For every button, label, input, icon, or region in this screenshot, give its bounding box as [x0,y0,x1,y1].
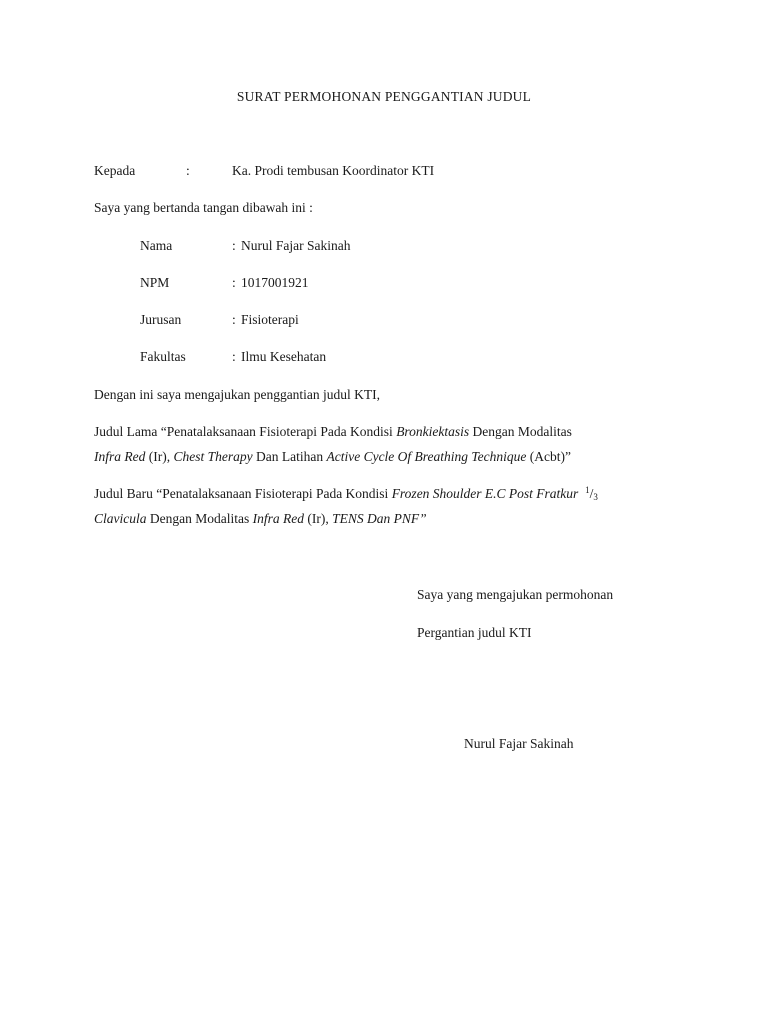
judul-baru-modality: TENS Dan PNF” [332,511,427,526]
field-label: Nama [140,238,173,253]
page-title: SURAT PERMOHONAN PENGGANTIAN JUDUL [236,89,532,104]
fraction-numerator: 1 [585,485,590,495]
closing-line-1: Saya yang mengajukan permohonan [417,587,614,602]
intro-text: Saya yang bertanda tangan dibawah ini : [94,200,313,215]
field-separator: : [232,238,236,253]
field-value: 1017001921 [241,275,309,290]
field-label: NPM [140,275,170,290]
field-row-nama [140,239,540,255]
kepada-row [94,164,694,180]
judul-lama-modality: Infra Red [94,449,146,464]
field-value: Fisioterapi [241,312,299,327]
judul-lama-condition: Bronkiektasis [396,424,470,439]
judul-lama-text: (Acbt)” [526,449,572,464]
field-separator: : [232,312,236,327]
judul-baru-condition: Frozen Shoulder E.C Post Fratkur [391,486,579,501]
judul-lama-text: Dan Latihan [252,449,327,464]
kepada-value: Ka. Prodi tembusan Koordinator KTI [232,163,435,178]
field-label: Jurusan [140,312,182,327]
kepada-label: Kepada [94,163,136,178]
judul-lama-modality: Active Cycle Of Breathing Technique [326,449,527,464]
field-row-npm [140,276,540,292]
signature-name: Nurul Fajar Sakinah [464,736,574,751]
statement-text: Dengan ini saya mengajukan penggantian judul KTI, [94,387,381,402]
judul-lama-text: Dengan Modalitas [469,424,572,439]
field-value: Nurul Fajar Sakinah [241,238,351,253]
judul-lama-text: (Ir), [145,449,174,464]
judul-baru-text: Dengan Modalitas [146,511,253,526]
judul-baru-condition: Clavicula [94,511,147,526]
fraction-denominator: 3 [593,492,598,502]
field-row-jurusan [140,313,540,329]
judul-baru-text: Judul Baru “Penatalaksanaan Fisioterapi Pada Kondisi [94,486,392,501]
judul-lama-line-1 [94,425,572,439]
closing-line-2: Pergantian judul KTI [417,625,532,640]
field-label: Fakultas [140,349,186,364]
judul-baru-text: (Ir), [303,511,333,526]
field-separator: : [232,275,236,290]
judul-baru-modality: Infra Red [252,511,304,526]
kepada-separator: : [186,163,190,178]
field-row-fakultas [140,350,540,366]
fraction-slash: / [589,486,594,501]
judul-lama-modality: Chest Therapy [173,449,253,464]
judul-lama-line-2 [94,450,571,464]
field-separator: : [232,349,236,364]
field-value: Ilmu Kesehatan [241,349,327,364]
judul-lama-text: Judul Lama “Penatalaksanaan Fisioterapi Pada Kondisi [94,424,397,439]
judul-baru-line-1 [94,487,598,501]
judul-baru-line-2 [94,512,427,526]
